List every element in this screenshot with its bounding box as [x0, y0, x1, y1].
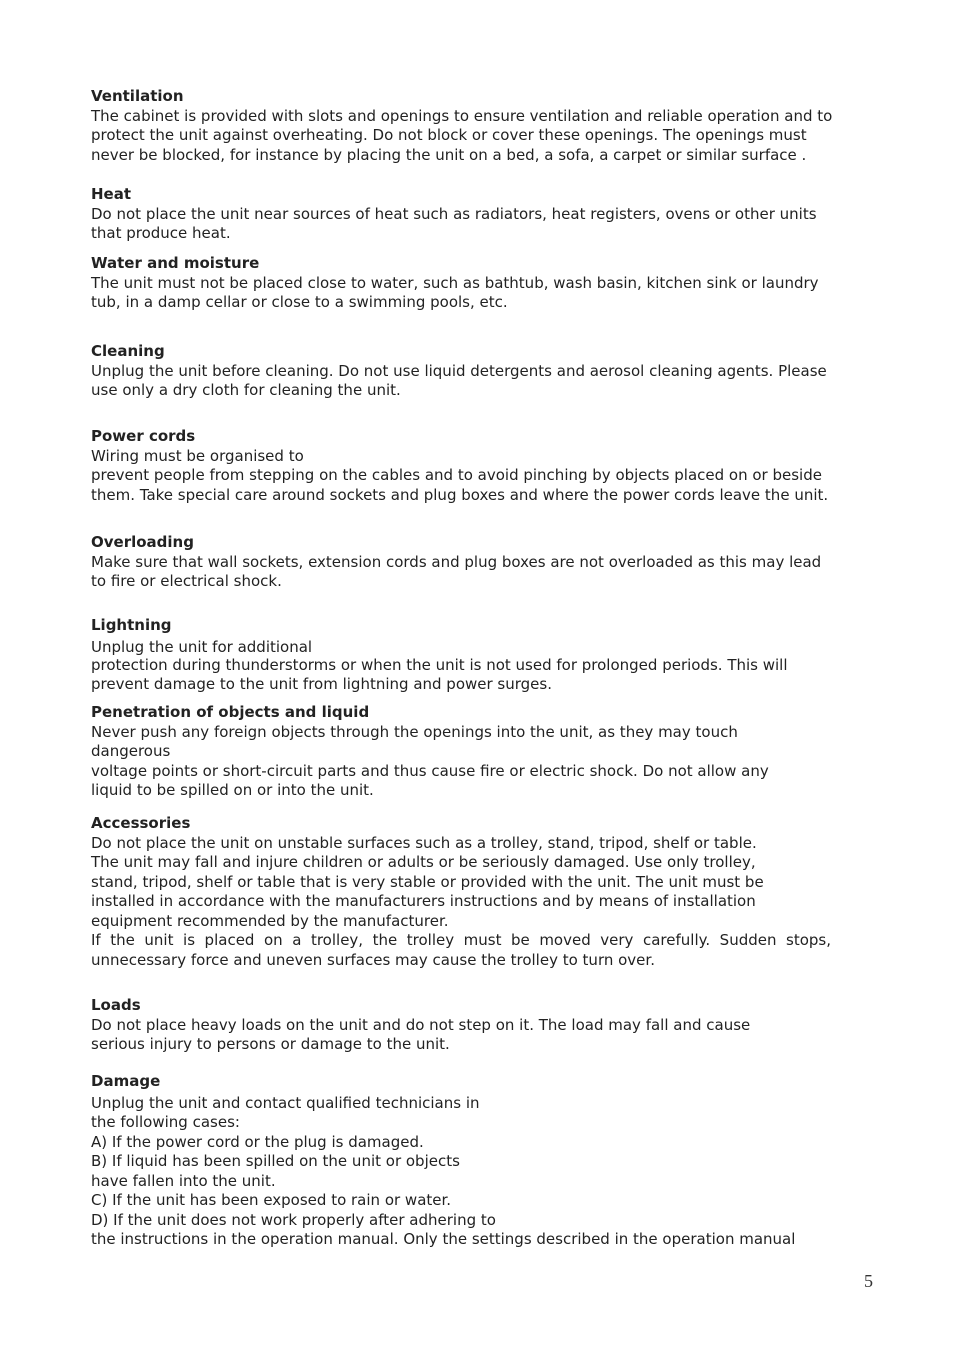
text-line: Wiring must be organised to: [91, 446, 304, 465]
text-line: Unplug the unit before cleaning. Do not use liquid detergents and aerosol cleaning agents. Please: [91, 361, 827, 380]
text-line: The unit may fall and injure children or adults or be seriously damaged. Use only trolley,: [91, 853, 756, 871]
text-line: stand, tripod, shelf or table that is very stable or provided with the unit. The unit must be: [91, 872, 764, 891]
text-line: Unplug the unit for additional: [91, 637, 313, 656]
heading-cleaning: Cleaning: [91, 342, 165, 360]
heading-ventilation: Ventilation: [91, 87, 184, 105]
text-line: voltage points or short-circuit parts and thus cause fire or electric shock. Do not allow any: [91, 761, 769, 780]
text-line: have fallen into the unit.: [91, 1171, 276, 1190]
paragraph-accessories: [91, 834, 871, 932]
text-line: The unit must not be placed close to water, such as bathtub, wash basin, kitchen sink or laundry: [91, 273, 819, 292]
text-line: Make sure that wall sockets, extension cords and plug boxes are not overloaded as this may lead: [91, 552, 822, 571]
text-line: Never push any foreign objects through the openings into the unit, as they may touch: [91, 722, 738, 741]
section-power-cords: [91, 427, 871, 505]
heading-lightning: Lightning: [91, 616, 172, 634]
heading-damage: Damage: [91, 1072, 161, 1090]
heading-water-and-moisture: Water and moisture: [91, 254, 260, 272]
text-line: prevent damage to the unit from lightning and power surges.: [91, 675, 552, 693]
paragraph-loads: [91, 1016, 871, 1055]
section-ventilation: [91, 87, 871, 165]
text-line: protection during thunderstorms or when the unit is not used for prolonged periods. This will: [91, 655, 788, 674]
text-line: prevent people from stepping on the cables and to avoid pinching by objects placed on or beside: [91, 466, 822, 484]
text-line: installed in accordance with the manufacturers instructions and by means of installation: [91, 892, 756, 910]
text-line: D) If the unit does not work properly after adhering to: [91, 1210, 496, 1229]
text-line: the following cases:: [91, 1113, 240, 1131]
paragraph-heat: [91, 205, 871, 244]
page-number: 5: [864, 1271, 873, 1291]
paragraph-accessories-trolley: If the unit is placed on a trolley, the trolley must be moved very carefully. Sudden stops, unnecessary force and uneven surfaces may cause the trolley to turn over.: [91, 931, 831, 969]
heading-overloading: Overloading: [91, 533, 194, 551]
paragraph-water-and-moisture: [91, 274, 871, 313]
text-line: the instructions in the operation manual. Only the settings described in the operation manual: [91, 1230, 796, 1248]
text-line: Do not place the unit on unstable surfaces such as a trolley, stand, tripod, shelf or table.: [91, 833, 757, 852]
heading-penetration: Penetration of objects and liquid: [91, 703, 370, 721]
section-overloading: [91, 533, 871, 592]
section-water-and-moisture: [91, 254, 871, 313]
text-line: A) If the power cord or the plug is damaged.: [91, 1132, 424, 1151]
text-line: B) If liquid has been spilled on the unit or objects: [91, 1152, 460, 1170]
text-line: equipment recommended by the manufacturer.: [91, 911, 449, 930]
heading-power-cords: Power cords: [91, 427, 196, 445]
paragraph-power-cords: [91, 447, 871, 506]
text-line: use only a dry cloth for cleaning the unit.: [91, 381, 401, 399]
text-line: Unplug the unit and contact qualified technicians in: [91, 1093, 480, 1112]
section-heat: [91, 185, 871, 244]
paragraph-ventilation: [91, 107, 871, 166]
text-line: protect the unit against overheating. Do not block or cover these openings. The openings must: [91, 126, 807, 144]
text-line: tub, in a damp cellar or close to a swimming pools, etc.: [91, 293, 508, 311]
text-line: C) If the unit has been exposed to rain or water.: [91, 1191, 452, 1209]
section-penetration: [91, 703, 871, 801]
text-line: liquid to be spilled on or into the unit.: [91, 781, 374, 799]
text-line: that produce heat.: [91, 224, 231, 242]
section-cleaning: [91, 342, 871, 401]
heading-accessories: Accessories: [91, 814, 191, 832]
text-line: them. Take special care around sockets and plug boxes and where the power cords leave the unit.: [91, 485, 829, 504]
paragraph-penetration: [91, 723, 871, 801]
paragraph-cleaning: [91, 362, 871, 401]
section-lightning: [91, 616, 871, 695]
paragraph-damage: [91, 1094, 871, 1250]
text-line: dangerous: [91, 742, 171, 760]
text-line: Do not place heavy loads on the unit and do not step on it. The load may fall and cause: [91, 1015, 751, 1034]
text-line: to fire or electrical shock.: [91, 572, 282, 590]
text-line: The cabinet is provided with slots and openings to ensure ventilation and reliable operation and to: [91, 106, 833, 125]
paragraph-lightning: [91, 639, 871, 695]
section-accessories: [91, 814, 871, 970]
text-line: serious injury to persons or damage to the unit.: [91, 1035, 450, 1053]
paragraph-overloading: [91, 553, 871, 592]
heading-heat: Heat: [91, 185, 132, 203]
text-line: Do not place the unit near sources of heat such as radiators, heat registers, ovens or other units: [91, 204, 817, 223]
heading-loads: Loads: [91, 996, 141, 1014]
section-damage: [91, 1072, 871, 1250]
text-line: never be blocked, for instance by placing the unit on a bed, a sofa, a carpet or similar surface .: [91, 145, 807, 164]
section-loads: [91, 996, 871, 1055]
